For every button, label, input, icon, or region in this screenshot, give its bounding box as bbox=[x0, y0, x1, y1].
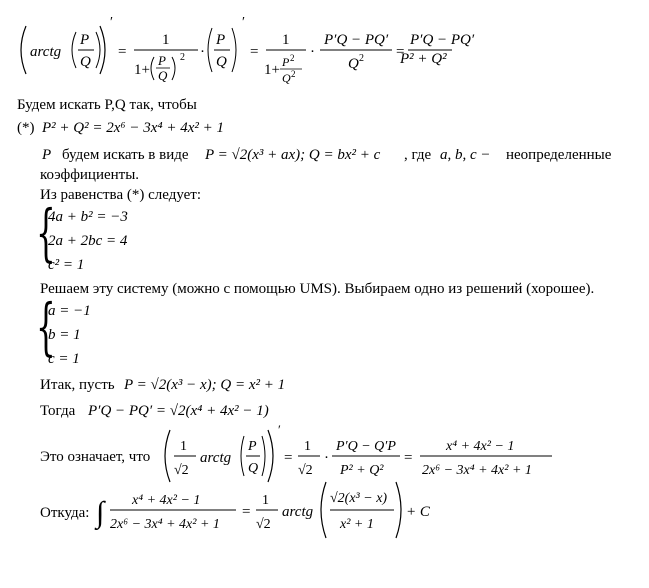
svg-text:2: 2 bbox=[290, 53, 295, 63]
p-form-vars: a, b, c − bbox=[440, 147, 491, 163]
svg-text:P² + Q²: P² + Q² bbox=[340, 463, 384, 478]
svg-text:P: P bbox=[282, 55, 290, 69]
svg-text:∫: ∫ bbox=[96, 496, 105, 529]
svg-text:2: 2 bbox=[359, 53, 364, 64]
svg-text:=: = bbox=[242, 504, 251, 520]
svg-text:2x⁶ − 3x⁴ + 4x² + 1: 2x⁶ − 3x⁴ + 4x² + 1 bbox=[422, 463, 532, 478]
system1-eq1: 4a + b² = −3 bbox=[48, 209, 128, 225]
svg-text:=: = bbox=[404, 450, 413, 466]
svg-text:P: P bbox=[216, 32, 226, 48]
system2-eq1: a = −1 bbox=[48, 303, 91, 319]
svg-text:√2(x³ − x): √2(x³ − x) bbox=[330, 491, 388, 506]
svg-text:Q: Q bbox=[158, 68, 168, 83]
togda-label: Тогда bbox=[40, 403, 76, 419]
svg-text:1: 1 bbox=[180, 439, 187, 454]
itak-expr: P = √2(x³ − x); Q = x² + 1 bbox=[124, 377, 286, 393]
formula1-denominator: P² + Q² bbox=[400, 51, 447, 67]
whence-label: Откуда: bbox=[40, 505, 90, 521]
line-search: Будем искать P,Q так, чтобы bbox=[17, 97, 197, 113]
svg-text:P′Q − PQ′: P′Q − PQ′ bbox=[324, 32, 389, 48]
svg-text:Q: Q bbox=[282, 71, 291, 85]
formula-derivative-arctg bbox=[14, 12, 475, 85]
svg-text:′: ′ bbox=[242, 15, 246, 30]
p-form-mid: будем искать в виде bbox=[62, 147, 189, 163]
svg-text:Q: Q bbox=[248, 461, 259, 476]
svg-text:2x⁶ − 3x⁴ + 4x² + 1: 2x⁶ − 3x⁴ + 4x² + 1 bbox=[110, 517, 220, 532]
svg-text:1+: 1+ bbox=[134, 62, 150, 78]
system2-brace: { bbox=[36, 290, 56, 363]
svg-text:′: ′ bbox=[110, 15, 114, 30]
svg-text:=: = bbox=[396, 44, 405, 60]
means-label: Это означает, что bbox=[40, 449, 151, 465]
eq-star: P² + Q² = 2x⁶ − 3x⁴ + 4x² + 1 bbox=[42, 120, 224, 136]
svg-text:Q: Q bbox=[80, 54, 91, 70]
whence-formula bbox=[96, 478, 436, 546]
svg-text:1+: 1+ bbox=[264, 62, 280, 78]
system1-brace: { bbox=[36, 196, 56, 269]
svg-text:Q: Q bbox=[216, 54, 227, 70]
svg-text:=: = bbox=[284, 450, 293, 466]
coeffs-line: коэффициенты. bbox=[40, 167, 140, 183]
svg-text:2: 2 bbox=[180, 52, 185, 63]
svg-text:′: ′ bbox=[278, 422, 281, 437]
p-form-prefix: P bbox=[42, 147, 52, 163]
system2-eq3: c = 1 bbox=[48, 351, 80, 367]
token-arctg: arctg bbox=[30, 44, 62, 60]
togda-expr: P′Q − PQ′ = √2(x⁴ + 4x² − 1) bbox=[88, 403, 269, 419]
svg-text:arctg: arctg bbox=[282, 504, 314, 520]
svg-text:1: 1 bbox=[162, 32, 170, 48]
system2-eq2: b = 1 bbox=[48, 327, 81, 343]
system1-eq2: 2a + 2bc = 4 bbox=[48, 233, 128, 249]
svg-text:√2: √2 bbox=[256, 517, 271, 532]
system1-eq3: c² = 1 bbox=[48, 257, 85, 273]
p-form-end: неопределенные bbox=[506, 147, 612, 163]
svg-text:=: = bbox=[250, 44, 259, 60]
svg-text:=: = bbox=[118, 44, 127, 60]
eq-star-mark: (*) bbox=[17, 120, 35, 136]
svg-text:1: 1 bbox=[282, 32, 290, 48]
itak-label: Итак, пусть bbox=[40, 377, 115, 393]
formula-derivative-arctg-svg bbox=[14, 12, 475, 85]
svg-text:2: 2 bbox=[291, 69, 296, 79]
p-form-where: , где bbox=[404, 147, 432, 163]
solve-line: Решаем эту систему (можно с помощью UMS). Выбираем одно из решений (хорошее). bbox=[40, 281, 595, 297]
svg-text:P′Q − Q′P: P′Q − Q′P bbox=[336, 439, 396, 454]
svg-text:1: 1 bbox=[262, 493, 269, 508]
svg-text:P: P bbox=[80, 32, 90, 48]
svg-text:1: 1 bbox=[304, 439, 311, 454]
from-eq-line: Из равенства (*) следует: bbox=[40, 187, 202, 203]
p-form-expr: P = √2(x³ + ax); Q = bx² + c bbox=[205, 147, 381, 163]
svg-text:x² + 1: x² + 1 bbox=[340, 517, 374, 532]
svg-text:·: · bbox=[324, 450, 329, 466]
svg-text:x⁴ + 4x² − 1: x⁴ + 4x² − 1 bbox=[446, 439, 515, 454]
svg-text:x⁴ + 4x² − 1: x⁴ + 4x² − 1 bbox=[132, 493, 201, 508]
svg-text:√2: √2 bbox=[174, 463, 189, 478]
svg-text:·: · bbox=[310, 44, 315, 60]
svg-text:arctg: arctg bbox=[200, 450, 232, 466]
whence-formula-svg bbox=[96, 478, 436, 542]
svg-text:·: · bbox=[200, 44, 205, 60]
svg-text:Q: Q bbox=[348, 56, 359, 72]
svg-text:P: P bbox=[158, 53, 166, 68]
svg-text:P: P bbox=[248, 439, 257, 454]
svg-text:+ C: + C bbox=[406, 504, 430, 520]
svg-text:√2: √2 bbox=[298, 463, 313, 478]
svg-text:P′Q − PQ′: P′Q − PQ′ bbox=[410, 32, 475, 48]
